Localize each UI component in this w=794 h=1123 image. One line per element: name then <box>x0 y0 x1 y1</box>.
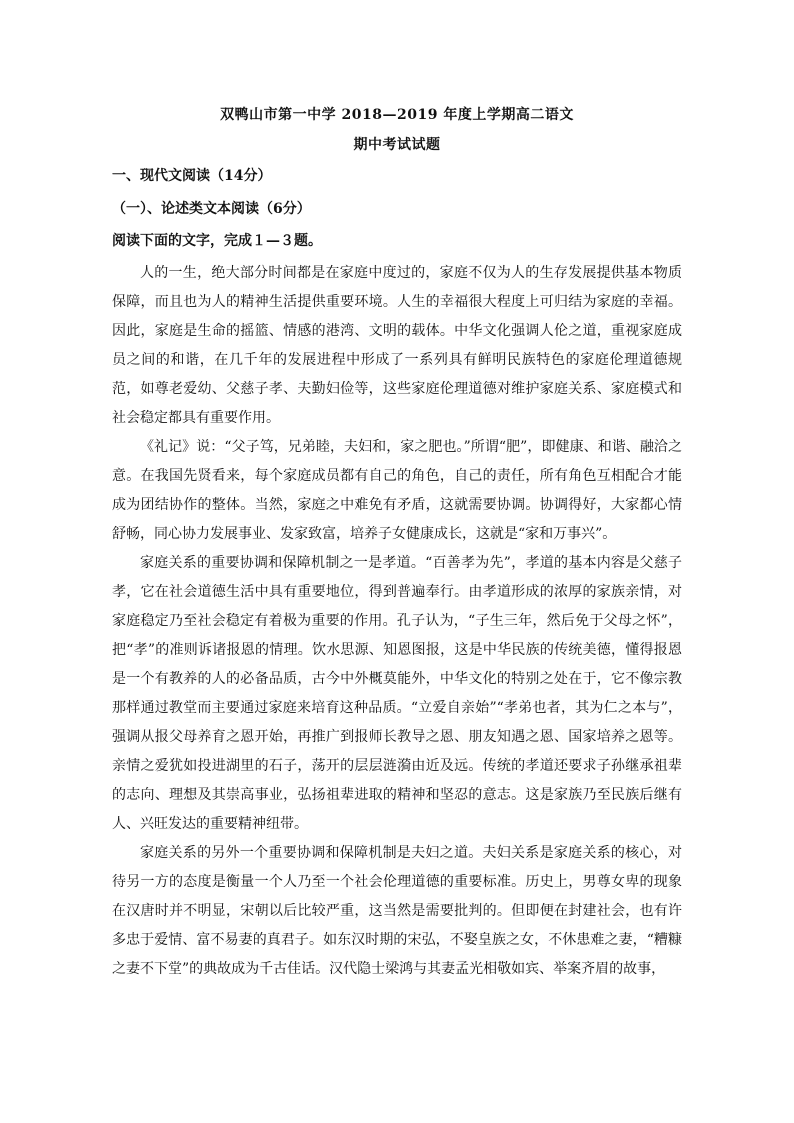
exam-title-line1: 双鸭山市第一中学 2018—2019 年度上学期高二语文 <box>220 107 574 123</box>
passage-paragraph: 人的一生，绝大部分时间都是在家庭中度过的，家庭不仅为人的生存发展提供基本物质保障，而且也为人的精神生活提供重要环境。人生的幸福很大程度上可归结为家庭的幸福。因此，家庭是生命的摇篮、情感的港湾、文明的载体。中华文化强调人伦之道，重视家庭成员之间的和谐，在几千年的发展进程中形成了一系列具有鲜明民族特色的家庭伦理道德规范，如尊老爱幼、父慈子孝、夫勤妇俭等，这些家庭伦理道德对维护家庭关系、家庭模式和社会稳定都具有重要作用。 <box>112 265 682 426</box>
passage-paragraph: 家庭关系的重要协调和保障机制之一是孝道。“百善孝为先”，孝道的基本内容是父慈子孝，它在社会道德生活中具有重要地位，得到普遍奉行。由孝道形成的浓厚的家族亲情，对家庭稳定乃至社会稳定有着极为重要的作用。孔子认为，“子生三年，然后免于父母之怀”，把“孝”的准则诉诸报恩的情理。饮水思源、知恩图报，这是中华民族的传统美德，懂得报恩是一个有教养的人的必备品质，古今中外概莫能外，中华文化的特别之处在于，它不像宗教那样通过教堂而主要通过家庭来培育这种品质。“立爱自亲始”“孝弟也者，其为仁之本与”，强调从报父母养育之恩开始，再推广到报师长教导之恩、朋友知遇之恩、国家培养之恩等。亲情之爱犹如投进湖里的石子，荡开的层层涟漪由近及远。传统的孝道还要求子孙继承祖辈的志向、理想及其崇高事业，弘扬祖辈进取的精神和坚忍的意志。这是家族乃至民族后继有人、兴旺发达的重要精神纽带。 <box>112 555 682 832</box>
passage-body <box>112 259 682 984</box>
exam-title-line2: 期中考试试题 <box>353 137 441 153</box>
subsection-heading: （一）、论述类文本阅读（6分） <box>112 201 311 217</box>
section-heading: 一、现代文阅读（14分） <box>112 168 272 184</box>
passage-paragraph: 家庭关系的另外一个重要协调和保障机制是夫妇之道。夫妇关系是家庭关系的核心，对待另一方的态度是衡量一个人乃至一个社会伦理道德的重要标准。历史上，男尊女卑的现象在汉唐时并不明显，宋朝以后比较严重，这当然是需要批判的。但即便在封建社会，也有许多忠于爱情、富不易妻的真君子。如东汉时期的宋弘，不娶皇族之女，不休患难之妻，“糟糠之妻不下堂”的典故成为千古佳话。汉代隐士梁鸿与其妻孟光相敬如宾、举案齐眉的故事， <box>112 845 682 977</box>
passage-paragraph: 《礼记》说：“父子笃，兄弟睦，夫妇和，家之肥也。”所谓“肥”，即健康、和谐、融洽之意。在我国先贤看来，每个家庭成员都有自己的角色，自己的责任，所有角色互相配合才能成为团结协作的整体。当然，家庭之中难免有矛盾，这就需要协调。协调得好，大家都心情舒畅，同心协力发展事业、发家致富，培养子女健康成长，这就是“家和万事兴”。 <box>112 439 682 542</box>
instruction: 阅读下面的文字，完成１—３题。 <box>112 233 322 249</box>
